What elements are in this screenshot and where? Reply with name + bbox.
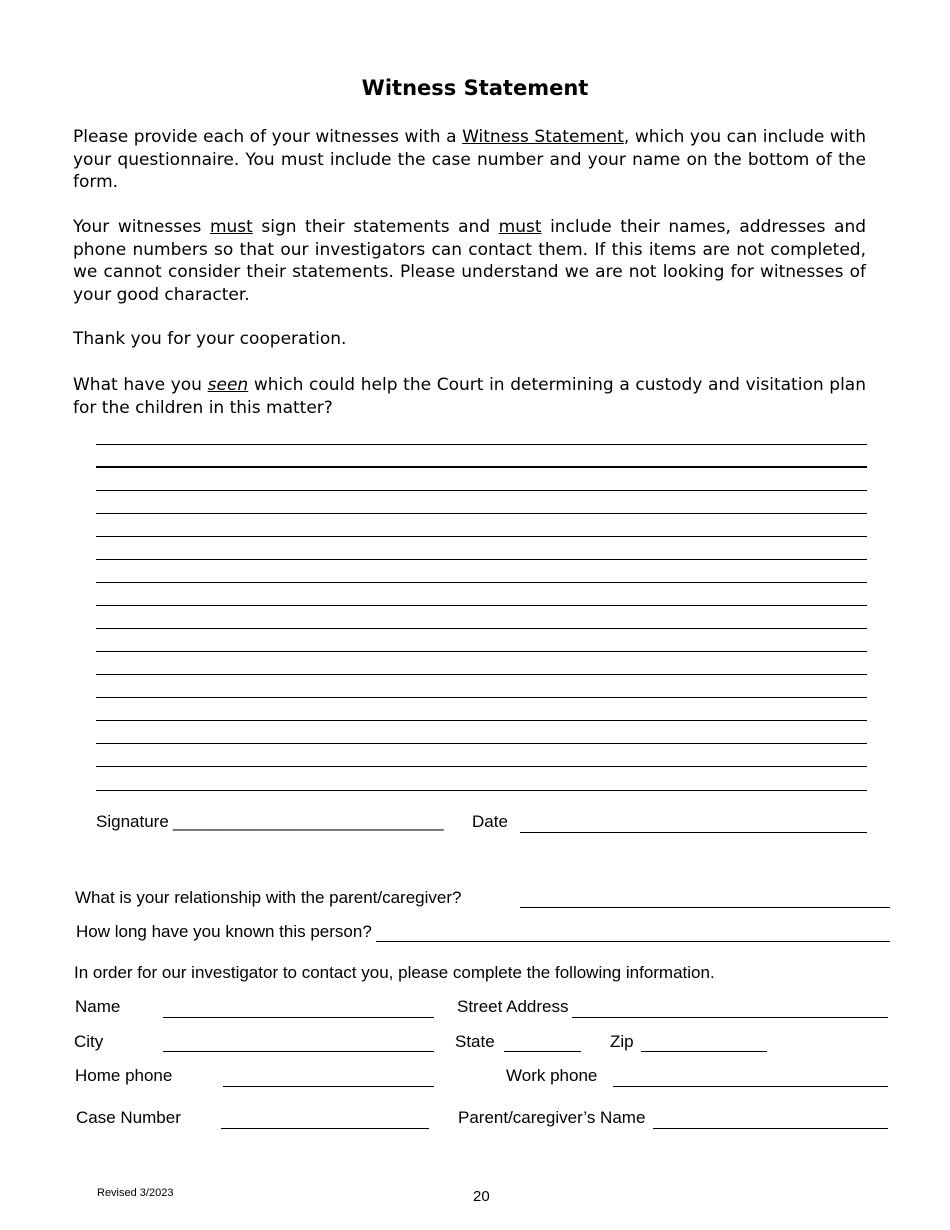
statement-line[interactable] [96, 490, 867, 491]
street-address-field[interactable] [572, 1017, 888, 1018]
relationship-label: What is your relationship with the parent/caregiver? [75, 888, 462, 907]
work-phone-field[interactable] [613, 1086, 888, 1087]
question-text: which could help the Court in determining a custody and visitation plan for the children in this matter? [73, 375, 866, 418]
intro-paragraph-1 [73, 126, 866, 194]
intro-text: sign their statements and [252, 217, 499, 237]
city-field[interactable] [163, 1051, 434, 1052]
intro-text: Please provide each of your witnesses with a [73, 127, 463, 147]
zip-label: Zip [610, 1032, 634, 1051]
witness-statement-underlined: Witness Statement [462, 127, 624, 147]
intro-text: include their names, addresses and phone numbers so that our investigators can contact them. If this items are not completed, we cannot consider their statements. Please understand we are not looking for witnesses of your good character. [73, 217, 867, 305]
zip-field[interactable] [641, 1051, 767, 1052]
name-label: Name [75, 997, 121, 1016]
intro-paragraph-2 [73, 216, 866, 306]
case-number-field[interactable] [221, 1128, 429, 1129]
statement-line[interactable] [96, 628, 867, 629]
parent-name-field[interactable] [653, 1128, 888, 1129]
statement-line[interactable] [96, 582, 867, 583]
statement-line[interactable] [96, 605, 867, 606]
signature-label: Signature [96, 812, 169, 831]
statement-question [73, 374, 866, 419]
statement-line[interactable] [96, 559, 867, 560]
question-text: What have you [73, 375, 208, 395]
must-emphasis: must [498, 217, 542, 237]
known-duration-label: How long have you known this person? [76, 922, 372, 941]
page-title: Witness Statement [361, 76, 589, 100]
intro-text: , which you can include with your questionnaire. You must include the case number and your name on the bottom of the form. [73, 127, 866, 192]
statement-line[interactable] [96, 766, 867, 767]
name-field[interactable] [163, 1017, 434, 1018]
revised-date: Revised 3/2023 [97, 1187, 174, 1199]
statement-line[interactable] [96, 651, 867, 652]
date-label: Date [472, 812, 508, 831]
parent-name-label: Parent/caregiver’s Name [458, 1108, 646, 1127]
statement-line[interactable] [96, 743, 867, 744]
city-label: City [74, 1032, 104, 1051]
street-address-label: Street Address [457, 997, 569, 1016]
page-number: 20 [473, 1188, 490, 1205]
statement-line[interactable] [96, 444, 867, 445]
state-field[interactable] [504, 1051, 581, 1052]
known-duration-field[interactable] [376, 941, 890, 942]
statement-line[interactable] [96, 513, 867, 514]
work-phone-label: Work phone [506, 1066, 598, 1085]
home-phone-field[interactable] [223, 1086, 434, 1087]
signature-field[interactable]: ______________________________ [173, 812, 444, 831]
state-label: State [455, 1032, 495, 1051]
date-field[interactable] [520, 832, 867, 833]
statement-line[interactable] [96, 697, 867, 698]
statement-line[interactable] [96, 720, 867, 721]
home-phone-label: Home phone [75, 1066, 173, 1085]
statement-line[interactable] [96, 536, 867, 537]
thank-you-text: Thank you for your cooperation. [73, 329, 347, 349]
relationship-field[interactable] [520, 907, 890, 908]
case-number-label: Case Number [76, 1108, 181, 1127]
seen-emphasis: seen [207, 375, 249, 395]
intro-text: Your witnesses [73, 217, 210, 237]
statement-line[interactable] [96, 790, 867, 791]
statement-line[interactable] [96, 466, 867, 468]
statement-line[interactable] [96, 674, 867, 675]
contact-instructions: In order for our investigator to contact you, please complete the following information. [74, 963, 715, 982]
must-emphasis: must [209, 217, 253, 237]
